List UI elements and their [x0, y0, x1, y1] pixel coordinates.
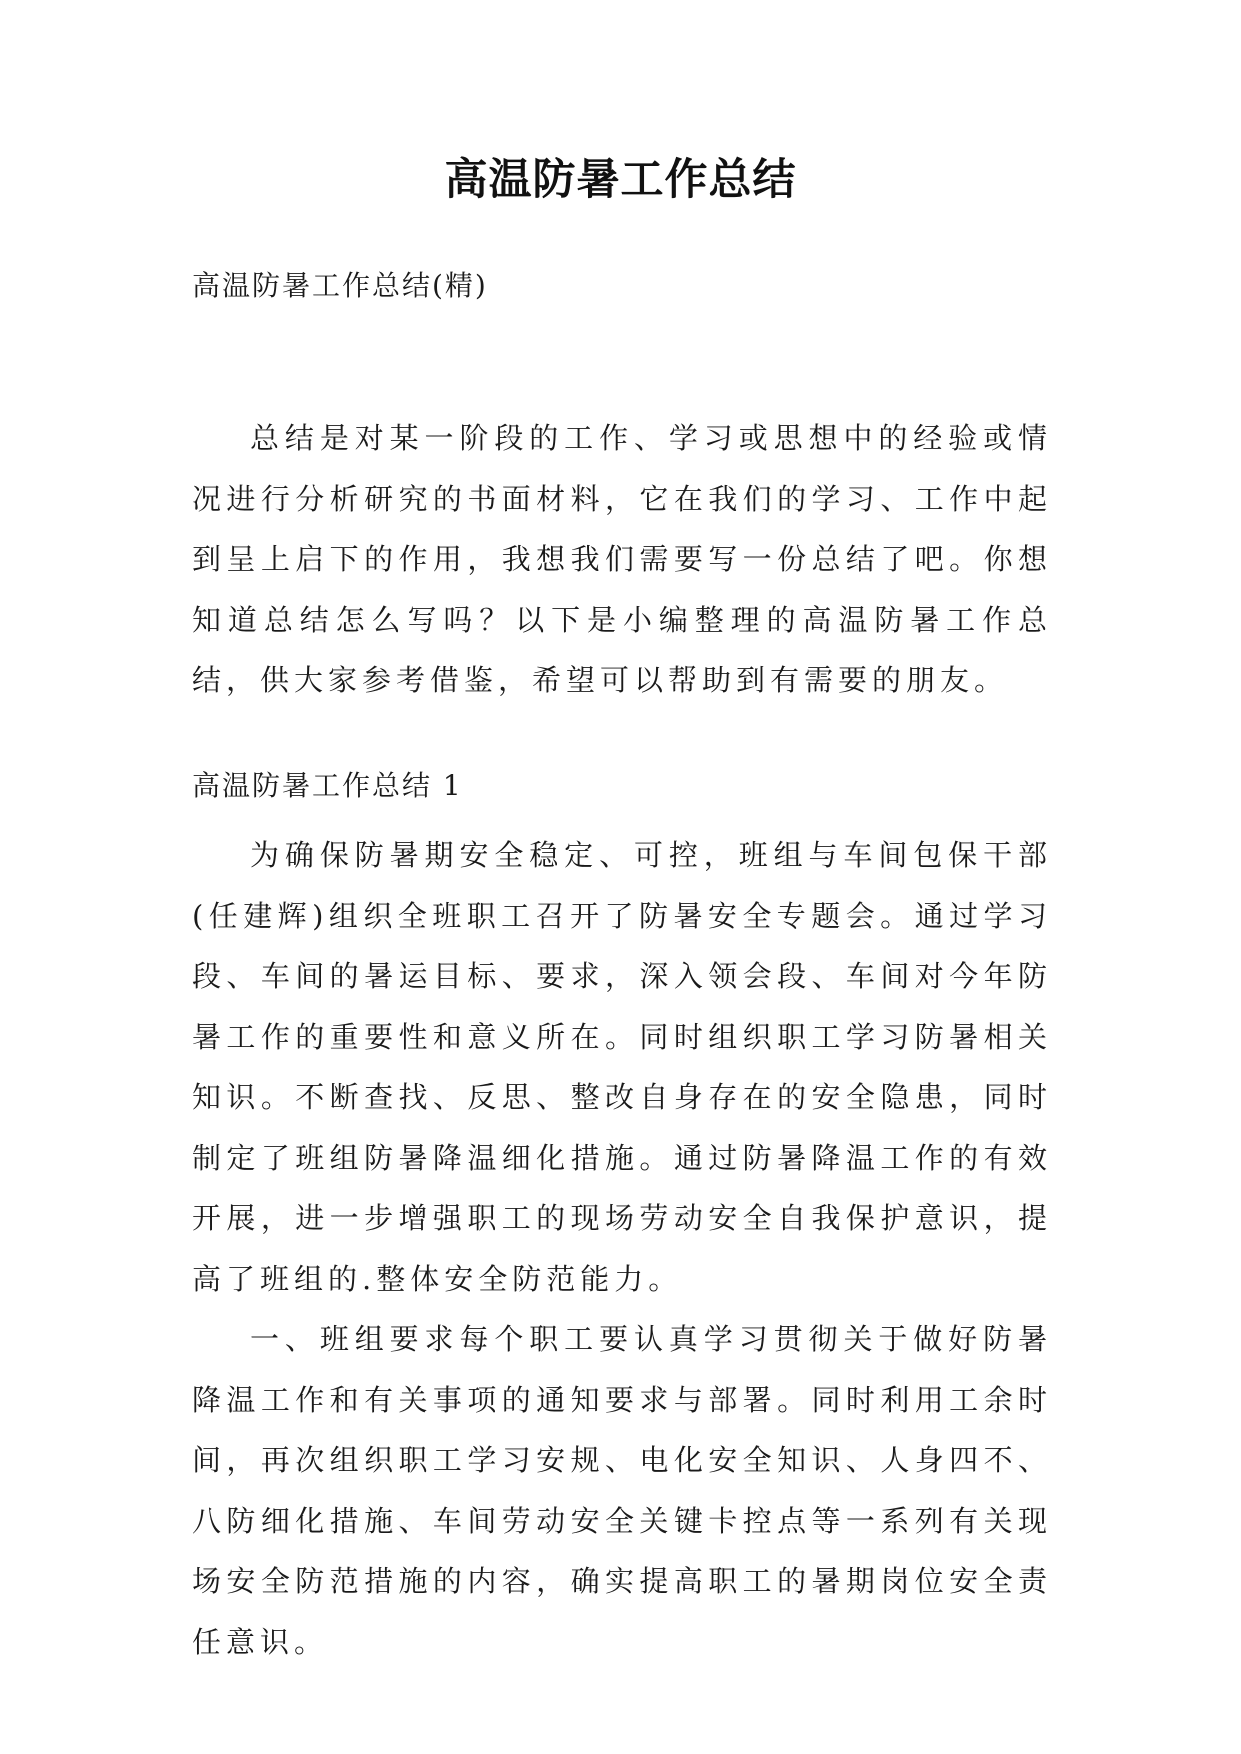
intro-section: [192, 408, 1052, 711]
section-heading: 高温防暑工作总结 1: [192, 769, 463, 802]
document-title: 高温防暑工作总结: [444, 155, 797, 205]
body-paragraph: 为确保防暑期安全稳定、可控，班组与车间包保干部(任建辉)组织全班职工召开了防暑安全专题会。通过学习段、车间的暑运目标、要求，深入领会段、车间对今年防暑工作的重要性和意义所在。同时组织职工学习防暑相关知识。不断查找、反思、整改自身存在的安全隐患，同时制定了班组防暑降温细化措施。通过防暑降温工作的有效开展，进一步增强职工的现场劳动安全自我保护意识，提高了班组的.整体安全防范能力。: [192, 838, 1052, 1296]
body-paragraph: 一、班组要求每个职工要认真学习贯彻关于做好防暑降温工作和有关事项的通知要求与部署。同时利用工余时间，再次组织职工学习安规、电化安全知识、人身四不、八防细化措施、车间劳动安全关键卡控点等一系列有关现场安全防范措施的内容，确实提高职工的暑期岗位安全责任意识。: [192, 1322, 1052, 1659]
intro-paragraph: 总结是对某一阶段的工作、学习或思想中的经验或情况进行分析研究的书面材料，它在我们的学习、工作中起到呈上启下的作用，我想我们需要写一份总结了吧。你想知道总结怎么写吗？以下是小编整理的高温防暑工作总结，供大家参考借鉴，希望可以帮助到有需要的朋友。: [192, 421, 1052, 697]
document-subtitle: 高温防暑工作总结(精): [192, 269, 488, 302]
section-body: [192, 825, 1052, 1672]
